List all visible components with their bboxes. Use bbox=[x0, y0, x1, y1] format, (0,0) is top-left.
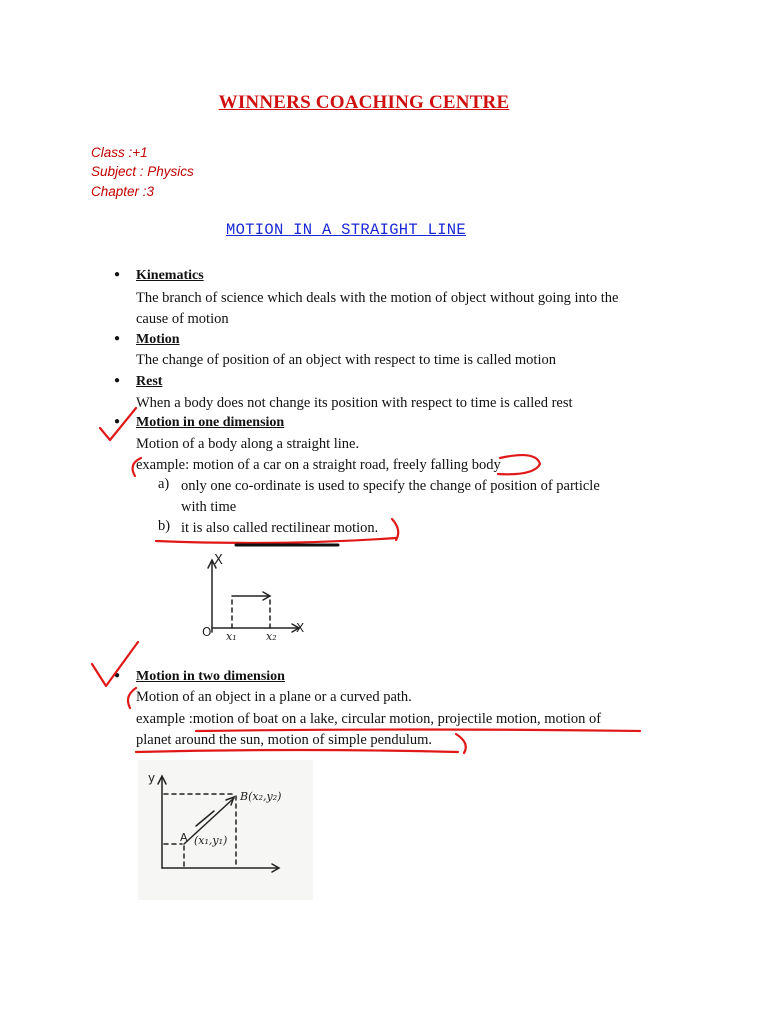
origin-label: O bbox=[202, 625, 212, 639]
definition-line: The branch of science which deals with the motion of object without going into the bbox=[136, 290, 619, 306]
checkmark-icon bbox=[100, 408, 136, 440]
point-marker: a) bbox=[158, 476, 170, 492]
point-a-label: A bbox=[180, 831, 188, 844]
term-motion-two-dimension: Motion in two dimension bbox=[136, 669, 285, 684]
subject-line: Subject : Physics bbox=[91, 164, 194, 179]
x1-label: x₁ bbox=[226, 630, 237, 643]
point-b-label: B(x₂,y₂) bbox=[240, 790, 282, 803]
circle-mark-icon bbox=[498, 455, 540, 474]
term-rest: Rest bbox=[136, 374, 163, 389]
bullet-icon: ● bbox=[114, 375, 121, 386]
point-a-coords: (x₁,y₁) bbox=[194, 834, 228, 847]
term-motion: Motion bbox=[136, 332, 180, 347]
term-kinematics: Kinematics bbox=[136, 268, 204, 283]
checkmark-icon bbox=[92, 642, 138, 686]
definition-line: Motion of an object in a plane or a curved path. bbox=[136, 689, 412, 705]
example-line: planet around the sun, motion of simple pendulum. bbox=[136, 732, 432, 748]
underline-mark bbox=[196, 730, 640, 732]
point-marker: b) bbox=[158, 518, 171, 534]
definition-line: The change of position of an object with respect to time is called motion bbox=[136, 352, 556, 368]
point-line: only one co-ordinate is used to specify the change of position of particle bbox=[181, 478, 600, 494]
bracket-mark-icon bbox=[456, 734, 466, 753]
example-line: example :motion of boat on a lake, circular motion, projectile motion, motion of bbox=[136, 711, 602, 727]
point-line: it is also called rectilinear motion. bbox=[181, 520, 379, 536]
chapter-title: MOTION IN A STRAIGHT LINE bbox=[225, 221, 467, 239]
axis-label-x: X bbox=[214, 553, 223, 568]
document-title: WINNERS COACHING CENTRE bbox=[218, 92, 510, 113]
bullet-icon: ● bbox=[114, 670, 121, 681]
bracket-mark-icon bbox=[133, 458, 141, 476]
definition-line: Motion of a body along a straight line. bbox=[136, 436, 360, 452]
class-line: Class :+1 bbox=[91, 145, 148, 160]
point-line: with time bbox=[181, 499, 237, 515]
bullet-icon: ● bbox=[114, 416, 121, 427]
axis-label-x: X bbox=[296, 621, 305, 635]
bullet-icon: ● bbox=[114, 269, 121, 280]
bracket-mark-icon bbox=[128, 688, 136, 708]
bracket-mark-icon bbox=[392, 519, 398, 540]
definition-line: cause of motion bbox=[136, 311, 229, 327]
axis-label-y: y bbox=[148, 771, 156, 785]
example-line: example: motion of a car on a straight road, freely falling body bbox=[136, 457, 501, 473]
underline-mark bbox=[156, 538, 396, 543]
term-motion-one-dimension: Motion in one dimension bbox=[136, 415, 285, 430]
underline-mark bbox=[136, 750, 458, 752]
x2-label: x₂ bbox=[266, 630, 277, 643]
definition-line: When a body does not change its position with respect to time is called rest bbox=[136, 395, 573, 411]
bullet-icon: ● bbox=[114, 333, 121, 344]
chapter-line: Chapter :3 bbox=[91, 184, 155, 199]
